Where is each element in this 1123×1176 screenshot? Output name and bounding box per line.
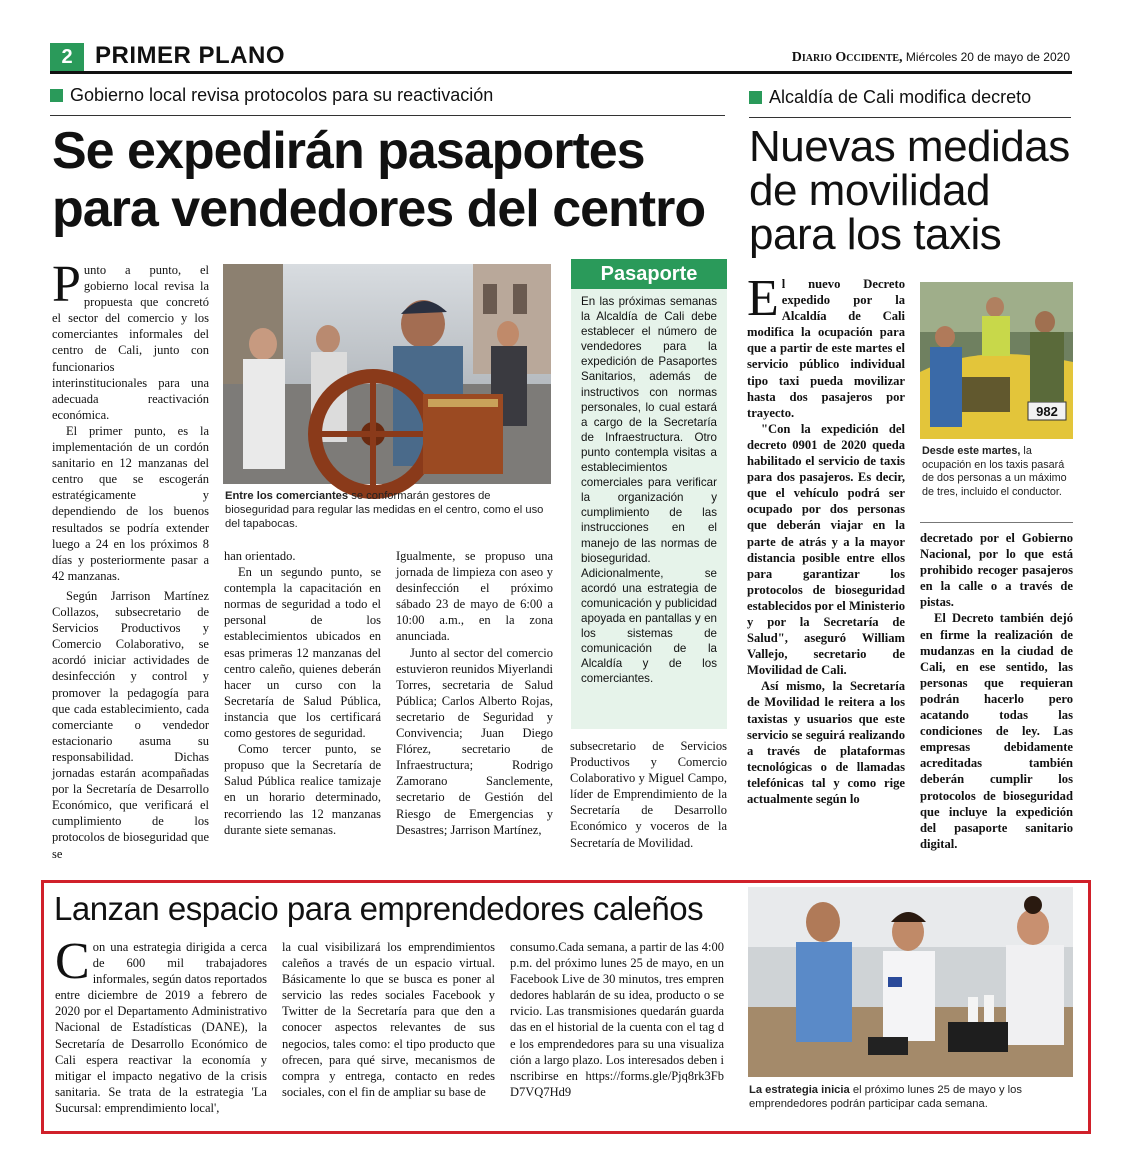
paragraph: Como tercer punto, se propuso que la Secretaría de Salud Pública realice tamizaje en un horario determinado, recorriendo las 12 manzanas durante siete semanas. bbox=[224, 742, 381, 837]
caption-lead: Entre los comerciantes bbox=[225, 490, 349, 502]
bottom-column-2 bbox=[282, 939, 495, 1129]
dropcap: E bbox=[747, 270, 779, 327]
market-photo bbox=[223, 264, 551, 484]
paragraph: En las próximas semanas la Alcaldía de Cali debe establecer el número de vendedores para la expedición de Pasaportes Sanitarios, además de instructivos con normas personales, lo cual estará a cargo de la Secretaría de Infraestructura. Otro punto contempla visitas a establecimientos comerciales para verificar la organización y cumplimiento de las instrucciones en el manejo de las normas de bioseguridad. bbox=[581, 295, 717, 565]
paragraph: l nuevo Decreto expedido por la Alcaldía de Cali modifica la ocupación para que a partir de este martes el servicio público individual tipo taxi pueda movilizar hasta dos pasajeros por trayecto. bbox=[747, 277, 905, 420]
masthead-info bbox=[700, 50, 1070, 66]
dropcap: P bbox=[52, 256, 81, 313]
main-column-4 bbox=[570, 738, 727, 853]
pasaporte-title: Pasaporte bbox=[571, 259, 727, 289]
pasaporte-text bbox=[581, 294, 717, 686]
dropcap: C bbox=[55, 933, 90, 990]
main-column-3 bbox=[396, 548, 553, 853]
side-kicker bbox=[749, 87, 1031, 108]
bottom-column-3 bbox=[510, 939, 724, 1129]
paragraph: El primer punto, es la implementación de un cordón sanitario en 12 manzanas del centro que se escogerán estratégicamente y dependiendo de los buenos resultados se podría extender luego a 24 en los próximos 8 días y posteriormente pasar a 42 manzanas. bbox=[52, 423, 209, 583]
main-photo-caption bbox=[225, 489, 550, 531]
caption-text: el próximo lunes 25 de mayo y los emprendedores podrán participar cada semana. bbox=[749, 1084, 1022, 1110]
paragraph: consumo.Cada semana, a partir de las 4:00 p.m. del próximo lunes 25 de mayo, en un Facebook Live de 30 minutos, tres emprendedores hablarán de su idea, producto o servicio. Las transmisiones quedarán guardadas en el historial de la cuenta con el tag de los emprendedores para su una visualización a largo plazo. Los interesados deben inscribirse en https://forms.gle/Pjq8rk3FbD7VQ7Hd9 bbox=[510, 940, 724, 1099]
paragraph: unto a punto, el gobierno local revisa la propuesta que concretó el sector del comercio y los comerciantes informales del centro de Cali, junto con funcionarios interinstitucionales para una adecuada reactivación económica. bbox=[52, 263, 209, 422]
paragraph: En un segundo punto, se contempla la capacitación en normas de seguridad a todo el personal de los establecimientos ubicados en esas primeras 12 manzanas del centro caleño, quienes deberán hacer un curso con la Secretaría de Salud Pública, instancia que los certificará como gestores de seguridad. bbox=[224, 565, 381, 741]
paragraph: "Con la expedición del decreto 0901 de 2020 queda habilitado el servicio de taxis para dos pasajeros. Es decir, que el vehículo podrá ser ocupado por dos personas que deberán viajar en la parte de atrás y a la mayor distancia posible entre ellos para garantizar los protocolos de bioseguridad establecidos por el Ministerio y por la Secretaría de Salud", aseguró William Vallejo, secretario de Movilidad de Cali. bbox=[747, 421, 905, 678]
side-kicker-text: Alcaldía de Cali modifica decreto bbox=[769, 87, 1032, 107]
paper-name: Diario Occidente, bbox=[791, 50, 903, 65]
paragraph: Así mismo, la Secretaría de Movilidad le reitera a los taxistas y usuarios que este servicio se seguirá realizando a través de plataformas tecnológicas o de llamadas telefónicas tal y como rige actualmente según lo bbox=[747, 679, 905, 806]
paragraph: subsecretario de Servicios Productivos y Comercio Colaborativo y Miguel Campo, líder de Emprendimiento de la Secretaría de Desarrollo Económico y voceros de la Secretaría de Movilidad. bbox=[570, 739, 727, 850]
side-kicker-rule bbox=[749, 117, 1071, 118]
main-column-1 bbox=[52, 256, 209, 588]
side-headline: Nuevas medidas de movilidad para los taxis bbox=[749, 122, 1070, 259]
entrepreneurs-photo-illustration bbox=[748, 887, 1073, 1077]
plate-number: 982 bbox=[1036, 404, 1058, 419]
caption-rule bbox=[920, 522, 1073, 523]
paragraph: Igualmente, se propuso una jornada de limpieza con aseo y desinfección el próximo sábado 23 de mayo de 6:00 a 10:00 a.m., en la zona anunciada. bbox=[396, 549, 553, 644]
paragraph: decretado por el Gobierno Nacional, por lo que está prohibido recoger pasajeros en la calle o a través de pistas. bbox=[920, 531, 1073, 610]
caption-lead: La estrategia inicia bbox=[749, 1084, 850, 1096]
main-column-1-cont bbox=[52, 588, 209, 861]
bottom-column-1 bbox=[55, 933, 267, 1129]
kicker-square-icon bbox=[749, 91, 762, 104]
main-kicker bbox=[50, 85, 493, 106]
paragraph: Adicionalmente, se acordó una estrategia de comunicación y publicidad apoyada en pantallas y en los sistemas de comunicación de la Alcaldía y de los comerciantes. bbox=[581, 566, 717, 686]
main-headline: Se expedirán pasaportes para vendedores del centro bbox=[52, 122, 706, 238]
section-title: PRIMER PLANO bbox=[95, 42, 286, 69]
caption-lead: Desde este martes, bbox=[922, 445, 1021, 457]
taxi-photo bbox=[920, 282, 1073, 439]
kicker-square-icon bbox=[50, 89, 63, 102]
main-kicker-text: Gobierno local revisa protocolos para su reactivación bbox=[70, 85, 494, 105]
market-photo-illustration bbox=[223, 264, 551, 484]
caption-text: se conformarán gestores de bioseguridad para regular las medidas en el centro, como el uso del tapabocas. bbox=[225, 490, 544, 530]
side-column-1 bbox=[747, 270, 905, 854]
taxi-photo-caption bbox=[922, 445, 1072, 499]
taxi-photo-illustration bbox=[920, 282, 1073, 439]
paragraph: la cual visibilizará los emprendimientos caleños a través de un espacio virtual. Básicamente lo que se busca es poner al servicio las redes sociales Facebook y Twitter de la Secretaría para que den a conocer aspectos relevantes de sus negocios, tales como: el tipo producto que ofrecen, para qué sirve, mecanismos de compra y entrega, contacto en redes sociales, con el fin de ampliar su base de bbox=[282, 940, 495, 1099]
side-column-2 bbox=[920, 530, 1073, 854]
kicker-rule bbox=[50, 115, 725, 116]
issue-date: Miércoles 20 de mayo de 2020 bbox=[902, 50, 1070, 64]
bottom-headline: Lanzan espacio para emprendedores caleños bbox=[54, 890, 704, 927]
entrepreneurs-photo-caption bbox=[749, 1083, 1074, 1111]
main-column-2 bbox=[224, 548, 381, 853]
caption-text: la ocupación en los taxis pasará de dos personas a un máximo de tres, incluido el conductor. bbox=[922, 445, 1067, 498]
paragraph: Junto al sector del comercio estuvieron reunidos Miyerlandi Torres, secretaria de Salud Pública; Carlos Alberto Rojas, secretario de Seguridad y Convivencia; Juan Diego Flórez, secretario de Infraestructura; Rodrigo Zamorano Sanclemente, secretario de Gestión del Riesgo de Emergencias y Desastres; Jarrison Martínez, bbox=[396, 645, 553, 837]
entrepreneurs-photo bbox=[748, 887, 1073, 1077]
paragraph: Según Jarrison Martínez Collazos, subsecretario de Servicios Productivos y Comercio Colaborativo, se acordó iniciar actividades de desinfección y control y promover la pedagogía para que cada establecimiento, cada comerciante o vendedor estacionario asuma su responsabilidad. Dichas jornadas estarán acompañadas por la Secretaría de Desarrollo Económico, que verificará el cumplimiento de los protocolos de bioseguridad que se bbox=[52, 589, 209, 861]
page-number: 2 bbox=[50, 43, 84, 71]
paragraph: han orientado. bbox=[224, 549, 296, 563]
paragraph: on una estrategia dirigida a cerca de 600 mil trabajadores informales, según datos reportados entre diciembre de 2019 a febrero de 2020 por el Departamento Administrativo Nacional de Estadísticas (DANE), la Secretaría de Desarrollo Económico de Cali espera reactivar la economía y mitigar el impacto negativo de la crisis sanitaria. Se trata de la estrategia 'La Sucursal: emprendimiento local', bbox=[55, 940, 267, 1115]
paragraph: El Decreto también dejó en firme la realización de mudanzas en la ciudad de Cali, en ese sentido, las personas que requieran podrán hacerlo pero acatando todas las condiciones de ley. Las empresas debidamente acreditadas también deberán cumplir los protocolos de bioseguridad que incluye la expedición del pasaporte sanitario digital. bbox=[920, 611, 1073, 851]
header-rule bbox=[50, 71, 1072, 74]
